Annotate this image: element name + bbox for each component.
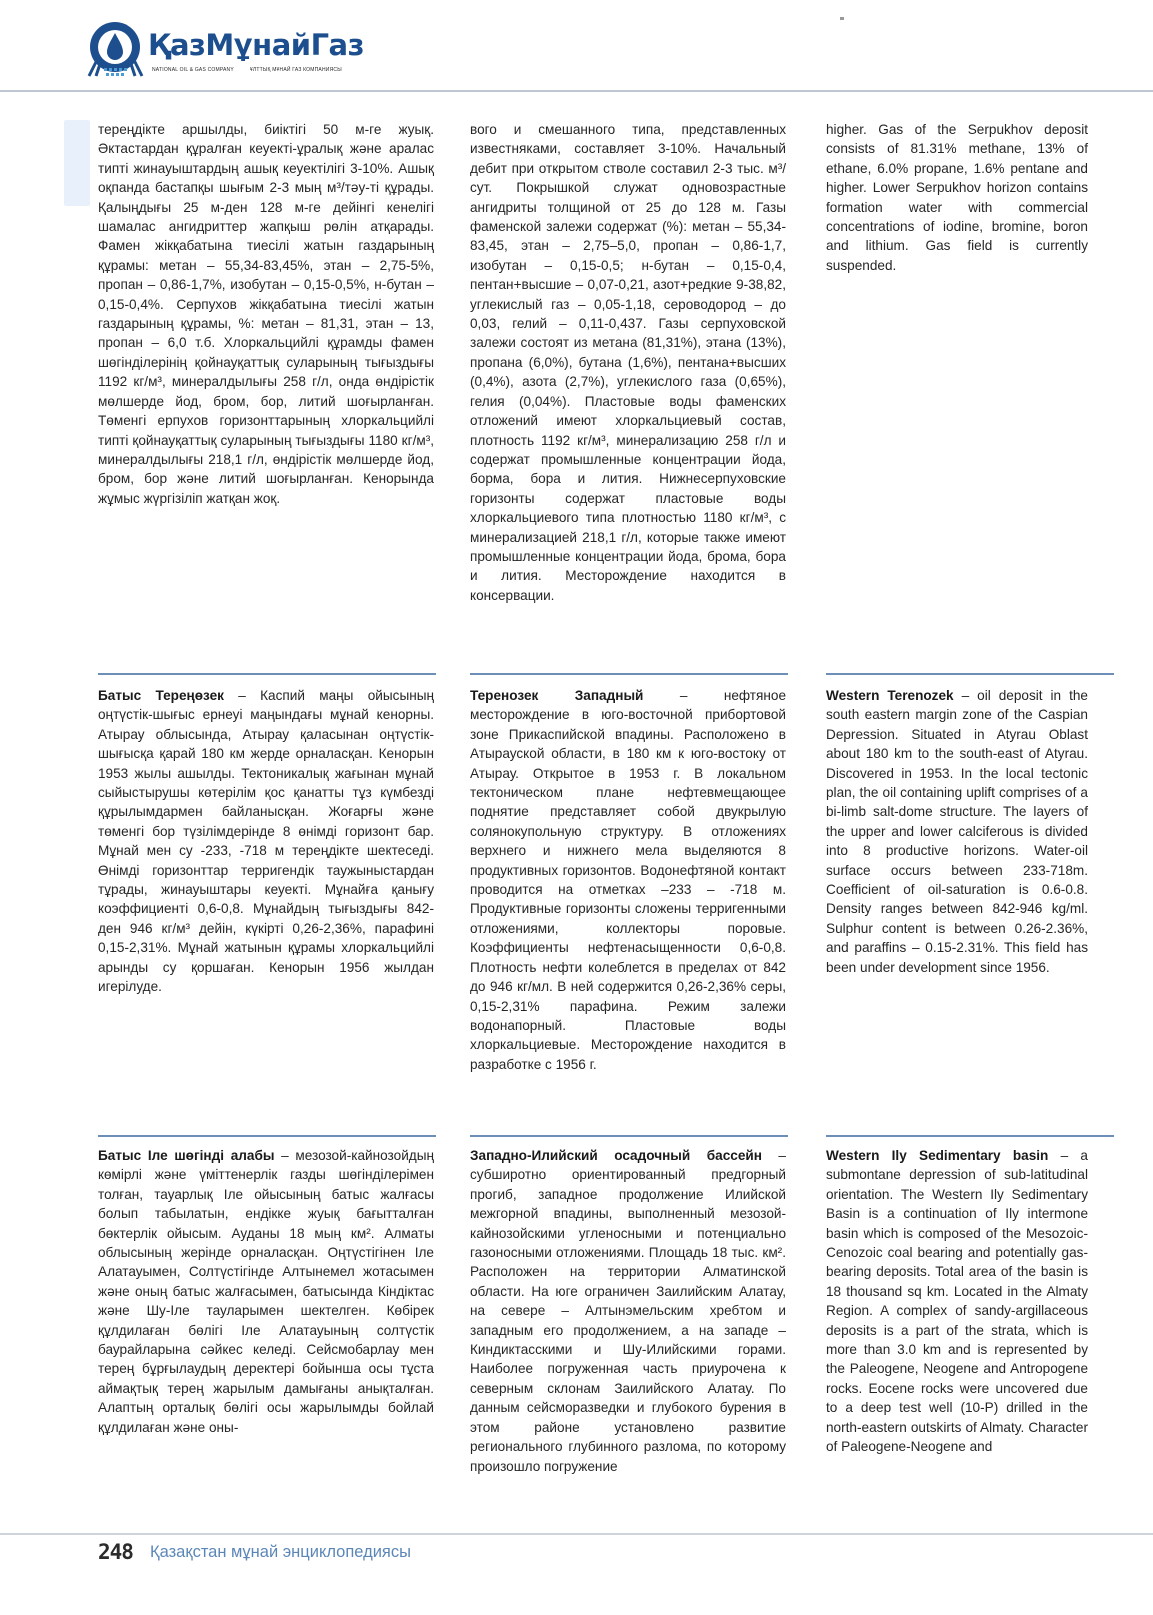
kz-definition-ily: – мезозой-кайнозойдың көмірлі және үміттенерлік газды шөгінділерімен толған, тауарлық Іле ойысының батыс жалғасы болып табылатын, ендікке жуық бағытталған бөктерлік ойысым. Ауданы 18 мың км². Алматы облысының жерінде орналасқан. Оңтүстігінен Іле Алатауымен, Солтүстігінде Алтынемел жотасымен және оның батыс жалғасымен, батысында Кіндіктас және Шу-Іле тауларымен шектелген. Көбірек құлдилаған бөлігі Іле Алатауының солтүстік баурайларына сәйкес келеді. Сейсмобарлау мен терең бұрғылаудың деректері бойынша осы тұста аймақтық терең жарылым дамығаны анықталған. Алаптың орталық бөлігі осы жарылымды бойлай құлдилаған және оны- <box>98 1148 434 1435</box>
scan-speck <box>840 17 844 20</box>
kz-term-terenozek: Батыс Тереңөзек <box>98 688 224 703</box>
company-logo <box>86 18 376 82</box>
brand-name: ҚазМұнайГаз <box>148 28 364 62</box>
section-divider <box>98 1135 436 1137</box>
brand-subtitle-en: NATIONAL OIL & GAS COMPANY <box>152 67 234 73</box>
ru-entry-ily <box>470 1146 786 1476</box>
en-entry-terenozek <box>826 686 1088 977</box>
ru-definition-terenozek: – нефтяное месторождение в юго-восточной прибортовой зоне Прикаспийской впадины. Расположено в Атырауской области, в 180 км к юго-востоку от Атырау. Открытое в 1953 г. В локальном тектоническом плане нефтевмещающее поднятие представляет собой двукрылую солянокупольную структуру. В отложениях верхнего и нижнего мела выделяются 8 продуктивных горизонтов. Водонефтяной контакт проводится на отметках –233 – -718 м. Продуктивные горизонты сложены терригенными отложениями, коллекторы поровые. Коэффициенты нефтенасыщенности 0,6-0,8. Плотность нефти колеблется в пределах от 842 до 946 кг/мл. В ней содержится 0,26-2,36% серы, 0,15-2,31% парафина. Режим залежи водонапорный. Пластовые воды хлоркальциевые. Месторождение находится в разработке с 1956 г. <box>470 688 787 1072</box>
kz-text-top: тереңдікте аршылды, биіктігі 50 м-ге жуық. Әктастардан құралған кеуекті-ұралық және аралас типті жинауыштардың ашық кеуектілігі 3-10%. Ашық оқпанда бастапқы шығым 2-3 мың м³/тәу-ті құрады. Қалыңдығы 25 м-ден 128 м-ге дейінгі кенелігі шамалас ангидриттер жапқыш рөлін атқарады. Фамен жікқабатына тиесілі жатын газдарының құрамы: метан – 55,34-83,45%, этан – 2,75-5%, пропан – 0,86-1,7%, изобутан – 0,15-0,5%, н-бутан – 0,15-0,4%. Серпухов жікқабатына тиесілі жатын газдарының құрамы, %: метан – 81,31, этан – 13, пропан – 6,0 т.б. Хлоркальцийлі құрамды фамен шөгінділерінің қойнауқаттық суларының тығыздығы 1192 кг/м³, минералдылығы 258 г/л, онда өндірістік мөлшерде йод, бром, бор, литий шоғырланған. Төменгі ерпухов горизонттарының хлоркальцийлі типті қойнауқаттық суларының тығыздығы 1180 кг/м³, минералдылығы 218,1 г/л, өндірістік мөлшерде йод, бром, бор және литий шоғырланған. Кенорында жұмыс жүргізіліп жатқан жоқ. <box>98 122 434 506</box>
en-text-top: higher. Gas of the Serpukhov deposit consists of 81.31% methane, 13% of ethane, 6.0% propane, 1.6% pentane and higher. Lower Serpukhov horizon contains formation water with commercial concentrations of iodine, bromine, boron and lithium. Gas field is currently suspended. <box>826 122 1088 273</box>
en-definition-terenozek: – oil deposit in the south eastern margin zone of the Caspian Depression. Situated in Atyrau Oblast about 180 km to the south-east of Atyrau. Discovered in 1953. In the local tectonic plan, the oil containing uplift comprises of a bi-limb salt-dome structure. The layers of the upper and lower calciferous is divided into 8 productive horizons. Water-oil surface occurs between 233-718m. Coefficient of oil-saturation is 0.6-0.8. Density ranges between 842-946 kg/ml. Sulphur content is between 0.26-2.36%, and paraffins – 0.15-2.31%. This field has been under development since 1956. <box>826 688 1088 975</box>
drop-emblem-icon <box>86 20 144 78</box>
page-number: 248 <box>98 1540 133 1564</box>
footer-divider <box>0 1533 1153 1535</box>
kz-entry-ily <box>98 1146 434 1437</box>
ru-entry-terenozek <box>470 686 786 1074</box>
header-divider <box>0 90 1153 92</box>
en-entry-ily <box>826 1146 1088 1457</box>
ru-definition-ily: – субширотно ориентированный предгорный прогиб, западное продолжение Илийской межгорной впадины, выполненный мезозой-кайнозойскими угленосными и потенциально газоносными отложениями. Площадь 18 тыс. км². Расположен на территории Алматинской области. На юге ограничен Заилийским Алатау, на севере – Алтынэмельским хребтом и западным его продолжением, а на западе – Киндиктасскими и Шу-Илийскими горами. Наиболее погруженная часть приурочена к северным склонам Заилийского Алатау. По данным сейсморазведки и глубокого бурения в этом районе установлено развитие регионального глубинного разлома, по которому произошло погружение <box>470 1148 786 1474</box>
section-divider <box>98 673 436 675</box>
brand-subtitle <box>152 67 358 73</box>
kz-term-ily: Батыс Іле шөгінді алабы <box>98 1148 275 1163</box>
en-definition-ily: – a submontane depression of sub-latitudinal orientation. The Western Ily Sedimentary Basin is a continuation of Ily intermone basin which is composed of the Mesozoic-Cenozoic coal bearing and potentially gas-bearing deposits. Total area of the basin is 18 thousand sq km. Located in the Almaty Region. A complex of sandy-argillaceous deposits is a part of the strata, which is more than 3.0 km and is represented by the Paleogene, Neogene and Antropogene rocks. Eocene rocks were uncovered due to a deep test well (10-P) drilled in the north-eastern outskirts of Almaty. Character of Paleogene-Neogene and <box>826 1148 1088 1455</box>
page-header <box>0 0 1153 88</box>
en-column-top <box>826 120 1088 275</box>
section-divider <box>470 673 788 675</box>
ru-column-top <box>470 120 786 605</box>
ru-term-ily: Западно-Илийский осадочный бассейн <box>470 1148 762 1163</box>
section-divider <box>826 673 1114 675</box>
section-divider <box>470 1135 788 1137</box>
kz-definition-terenozek: – Каспий маңы ойысының оңтүстік-шығыс ернеуі маңындағы мұнай кенорны. Атырау облысында, Атырау қаласынан оңтүстік-шығысқа қарай 180 км жерде орналасқан. Кенорын 1953 жылы ашылды. Тектоникалық жағынан мұнай сыйыстырушы көтерілім қос қанатты тұз күмбезді құрылымдармен байланысқан. Жоғарғы және төменгі бор түзілімдерінде 8 өнімді горизонт бар. Мұнай мен су -233, -718 м тереңдікте шектеседі. Өнімді горизонттар терригендік таужыныстардан тұрады, жинауыштары кеуекті. Мұнайға қанығу коэффициенті 0,6-0,8. Мұнайдың тығыздығы 842-ден 946 кг/м³ дейін, күкірті 0,26-2,36%, парафині 0,15-2,31%. Мұнай жатынын құрамы хлоркальцийлі арынды су қоршаған. Кенорын 1956 жылдан игерілуде. <box>98 688 434 995</box>
brand-subtitle-kz: ҰЛТТЫҚ МҰНАЙ ГАЗ КОМПАНИЯСЫ <box>249 67 342 73</box>
book-title: Қазақстан мұнай энциклопедиясы <box>150 1543 411 1561</box>
ru-text-top: вого и смешанного типа, представленных известняками, составляет 3-10%. Начальный дебит при открытом стволе составил 2-3 тыс. м³/сут. Покрышкой служат одновозрастные ангидриты толщиной от 25 до 128 м. Газы фаменской залежи содержат (%): метан – 55,34-83,45, этан – 2,75–5,0, пропан – 0,86-1,7, изобутан – 0,15-0,5; н-бутан – 0,15-0,4, пентан+высшие – 0,07-0,21, азот+редкие 9-38,82, углекислый газ – 0,05-1,18, сероводород – до 0,03, гелий – 0,11-0,437. Газы серпуховской залежи состоят из метана (81,31%), этана (13%), пропана (6,0%), бутана (1,6%), пентана+высших (0,4%), азота (2,7%), углекислого газа (0,65%), гелия (0,04%). Пластовые воды фаменских отложений имеют хлоркальциевый состав, плотность 1192 кг/м³, минерализацию 258 г/л и содержат промышленные концентрации йода, борма, бора и лития. Нижнесерпуховские горизонты содержат пластовые воды хлоркальциевого типа плотностью 1180 кг/м³, с минерализацией 218,1 г/л, которые также имеют промышленные концентрации йода, брома, бора и лития. Месторождение находится в консервации. <box>470 122 786 603</box>
en-term-terenozek: Western Terenozek <box>826 688 954 703</box>
kz-entry-terenozek <box>98 686 434 997</box>
section-tab-marker <box>64 120 90 206</box>
kz-column-top <box>98 120 434 508</box>
ru-term-terenozek: Теренозек Западный <box>470 688 644 703</box>
section-divider <box>826 1135 1114 1137</box>
en-term-ily: Western Ily Sedimentary basin <box>826 1148 1049 1163</box>
